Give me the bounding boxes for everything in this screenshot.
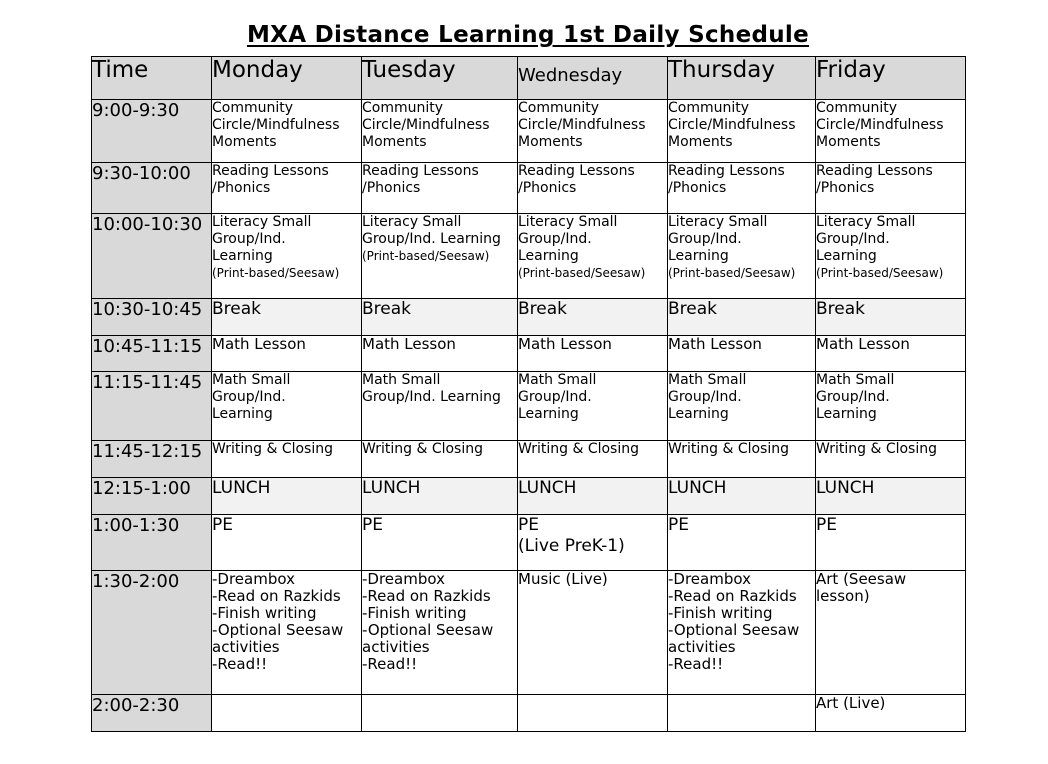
table-row	[92, 478, 966, 515]
header-thursday: Thursday	[668, 57, 816, 100]
schedule-cell	[518, 214, 668, 299]
schedule-cell: Reading Lessons /Phonics	[362, 163, 518, 214]
schedule-cell: Community Circle/Mindfulness Moments	[362, 100, 518, 163]
lunch-cell: LUNCH	[518, 478, 668, 515]
table-row	[92, 299, 966, 336]
schedule-cell: -Dreambox -Read on Razkids -Finish writing -Optional Seesaw activities -Read!!	[668, 571, 816, 695]
schedule-cell: Math Small Group/Ind. Learning	[518, 372, 668, 441]
schedule-cell: Community Circle/Mindfulness Moments	[668, 100, 816, 163]
time-cell: 1:00-1:30	[92, 515, 212, 571]
time-cell: 12:15-1:00	[92, 478, 212, 515]
schedule-cell: Reading Lessons /Phonics	[816, 163, 966, 214]
pe-cell: PE	[816, 515, 966, 571]
schedule-cell: Writing & Closing	[816, 441, 966, 478]
schedule-cell	[816, 214, 966, 299]
lunch-cell: LUNCH	[212, 478, 362, 515]
schedule-cell: Art (Seesaw lesson)	[816, 571, 966, 695]
schedule-cell: Reading Lessons /Phonics	[668, 163, 816, 214]
schedule-cell: -Dreambox -Read on Razkids -Finish writing -Optional Seesaw activities -Read!!	[212, 571, 362, 695]
schedule-cell	[668, 695, 816, 732]
schedule-cell: Community Circle/Mindfulness Moments	[518, 100, 668, 163]
table-row	[92, 163, 966, 214]
break-cell: Break	[816, 299, 966, 336]
schedule-cell: Math Lesson	[212, 336, 362, 372]
time-cell: 2:00-2:30	[92, 695, 212, 732]
cell-text: Literacy Small Group/Ind. Learning	[668, 214, 768, 264]
schedule-cell: Reading Lessons /Phonics	[518, 163, 668, 214]
cell-note: (Print-based/Seesaw)	[212, 266, 340, 280]
schedule-cell	[518, 695, 668, 732]
cell-text: Literacy Small Group/Ind. Learning	[518, 214, 618, 264]
schedule-cell: Math Lesson	[362, 336, 518, 372]
cell-note: (Print-based/Seesaw)	[668, 266, 796, 280]
table-row	[92, 372, 966, 441]
schedule-cell: Math Small Group/Ind. Learning	[362, 372, 518, 441]
lunch-cell: LUNCH	[362, 478, 518, 515]
cell-note: (Print-based/Seesaw)	[362, 249, 490, 263]
cell-text: Literacy Small Group/Ind. Learning	[362, 214, 501, 247]
time-cell: 11:45-12:15	[92, 441, 212, 478]
schedule-cell: Music (Live)	[518, 571, 668, 695]
pe-cell: PE (Live PreK-1)	[518, 515, 668, 571]
schedule-cell: Math Small Group/Ind. Learning	[668, 372, 816, 441]
break-cell: Break	[668, 299, 816, 336]
schedule-cell	[362, 695, 518, 732]
time-cell: 10:45-11:15	[92, 336, 212, 372]
time-cell: 11:15-11:45	[92, 372, 212, 441]
pe-cell: PE	[668, 515, 816, 571]
break-cell: Break	[212, 299, 362, 336]
schedule-cell: Community Circle/Mindfulness Moments	[816, 100, 966, 163]
page-title: MXA Distance Learning 1st Daily Schedule	[246, 22, 809, 48]
header-wednesday: Wednesday	[518, 57, 668, 100]
lunch-cell: LUNCH	[668, 478, 816, 515]
pe-cell: PE	[212, 515, 362, 571]
schedule-cell: Math Lesson	[816, 336, 966, 372]
time-cell: 9:30-10:00	[92, 163, 212, 214]
time-cell: 10:00-10:30	[92, 214, 212, 299]
schedule-cell	[212, 695, 362, 732]
header-friday: Friday	[816, 57, 966, 100]
schedule-cell: Math Lesson	[518, 336, 668, 372]
table-row	[92, 515, 966, 571]
schedule-cell: Writing & Closing	[362, 441, 518, 478]
schedule-cell: Reading Lessons /Phonics	[212, 163, 362, 214]
schedule-cell: Community Circle/Mindfulness Moments	[212, 100, 362, 163]
schedule-table	[91, 56, 966, 732]
schedule-cell: Writing & Closing	[212, 441, 362, 478]
time-cell: 10:30-10:45	[92, 299, 212, 336]
schedule-cell: Math Lesson	[668, 336, 816, 372]
schedule-cell: -Dreambox -Read on Razkids -Finish writing -Optional Seesaw activities -Read!!	[362, 571, 518, 695]
table-row	[92, 336, 966, 372]
pe-cell: PE	[362, 515, 518, 571]
cell-note: (Print-based/Seesaw)	[816, 266, 944, 280]
break-cell: Break	[518, 299, 668, 336]
schedule-cell: Writing & Closing	[518, 441, 668, 478]
schedule-cell: Writing & Closing	[668, 441, 816, 478]
time-cell: 9:00-9:30	[92, 100, 212, 163]
schedule-cell: Math Small Group/Ind. Learning	[816, 372, 966, 441]
header-monday: Monday	[212, 57, 362, 100]
table-row	[92, 100, 966, 163]
header-tuesday: Tuesday	[362, 57, 518, 100]
schedule-cell	[362, 214, 518, 299]
time-cell: 1:30-2:00	[92, 571, 212, 695]
cell-note: (Print-based/Seesaw)	[518, 266, 646, 280]
break-cell: Break	[362, 299, 518, 336]
table-row	[92, 695, 966, 732]
cell-text: Literacy Small Group/Ind. Learning	[816, 214, 916, 264]
header-row	[92, 57, 966, 100]
schedule-cell	[668, 214, 816, 299]
cell-text: Literacy Small Group/Ind. Learning	[212, 214, 312, 264]
schedule-cell	[212, 214, 362, 299]
table-row	[92, 441, 966, 478]
lunch-cell: LUNCH	[816, 478, 966, 515]
table-row	[92, 214, 966, 299]
schedule-cell: Art (Live)	[816, 695, 966, 732]
table-row	[92, 571, 966, 695]
header-time: Time	[92, 57, 212, 100]
schedule-cell: Math Small Group/Ind. Learning	[212, 372, 362, 441]
